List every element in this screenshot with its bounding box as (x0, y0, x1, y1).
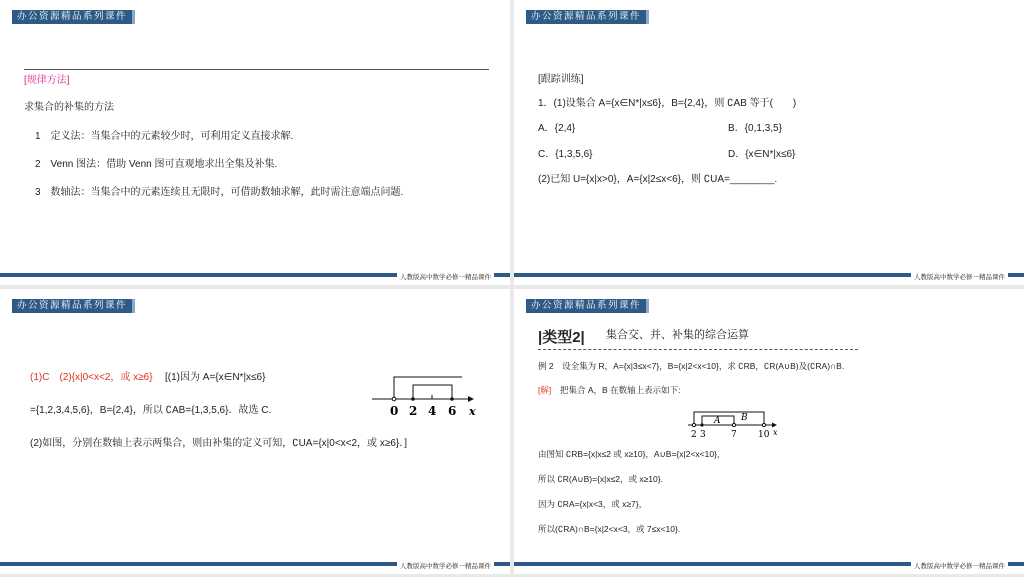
axis-label-x: x (469, 405, 476, 418)
header-tag: 办公资源精品系列课件 (12, 10, 135, 24)
question-2: (2)已知 U={x|x>0}，A={x|2≤x<6}，则 ∁UA=________. (538, 174, 778, 185)
example-2: 例 2 设全集为 R，A={x|3≤x<7}，B={x|2<x<10}，求 ∁RB，∁R(A∪B)及(∁RA)∩B. (538, 361, 845, 371)
set-label-b: B (741, 413, 748, 423)
option-d: D．{x∈N*|x≤6} (728, 149, 796, 160)
axis-label-2: 2 (691, 430, 697, 440)
axis-label-x: x (773, 428, 778, 437)
number-line-diagram (368, 371, 480, 421)
solution-line-4: 所以(∁RA)∩B={x|2<x<3，或 7≤x<10}. (538, 524, 681, 534)
axis-label-7: 7 (731, 430, 737, 440)
type-label: |类型2| (538, 329, 585, 346)
slide-1 (0, 0, 510, 285)
divider (24, 69, 489, 70)
solution-line-3: 因为 ∁RA={x|x<3，或 x≥7}， (538, 499, 648, 509)
slide-2 (514, 0, 1024, 285)
slide1-intro: 求集合的补集的方法 (24, 102, 114, 113)
option-c: C．{1,3,5,6} (538, 149, 593, 160)
axis-label-0: 0 (390, 404, 399, 418)
slide1-heading: [规律方法] (24, 75, 70, 86)
footer-text: 人教版高中数学必修一精品课件 (911, 273, 1008, 283)
option-a: A．{2,4} (538, 123, 576, 134)
method-item-3: 3 数轴法：当集合中的元素连续且无限时，可借助数轴求解，此时需注意端点问题. (35, 187, 404, 198)
question-1: 1．(1)设集合 A={x∈N*|x≤6}，B={2,4}，则 ∁AB 等于( ) (538, 98, 797, 109)
solution-line-1: 由图知 ∁RB={x|x≤2 或 x≥10}，A∪B={x|2<x<10}， (538, 449, 726, 459)
slide-4 (514, 289, 1024, 574)
axis-label-10: 10 (758, 430, 770, 440)
header-tag: 办公资源精品系列课件 (526, 299, 649, 313)
axis-label-6: 6 (448, 404, 457, 418)
solution-line-2: ={1,2,3,4,5,6}，B={2,4}，所以 ∁AB={1,3,5,6}．故选 C. (30, 405, 272, 416)
slide-3 (0, 289, 510, 574)
solution-line-2: 所以 ∁R(A∪B)={x|x≤2，或 x≥10}. (538, 474, 663, 484)
solution-line-3: (2)如图，分别在数轴上表示两集合，则由补集的定义可知，∁UA={x|0<x<2，或 x≥6}．] (30, 438, 408, 449)
header-tag: 办公资源精品系列课件 (12, 299, 135, 313)
solution-line-1: [(1)因为 A={x∈N*|x≤6} (165, 372, 266, 383)
footer-text: 人教版高中数学必修一精品课件 (911, 562, 1008, 572)
type-title: 集合交、并、补集的综合运算 (606, 329, 749, 341)
axis-label-4: 4 (428, 404, 437, 418)
axis-label-2: 2 (409, 404, 418, 418)
jie-label: [解] (538, 385, 552, 395)
axis-label-3: 3 (700, 430, 706, 440)
answer: (1)C (2){x|0<x<2，或 x≥6} (30, 372, 153, 383)
footer-text: 人教版高中数学必修一精品课件 (397, 562, 494, 572)
title-dash-line (538, 349, 858, 350)
method-item-2: 2 Venn 图法：借助 Venn 图可直观地求出全集及补集. (35, 159, 278, 170)
slide2-heading: [跟踪训练] (538, 74, 584, 85)
number-line-diagram-2 (686, 407, 781, 441)
header-tag: 办公资源精品系列课件 (526, 10, 649, 24)
option-b: B．{0,1,3,5} (728, 123, 782, 134)
method-item-1: 1 定义法：当集合中的元素较少时，可利用定义直接求解. (35, 131, 294, 142)
footer-text: 人教版高中数学必修一精品课件 (397, 273, 494, 283)
jie-text: 把集合 A，B 在数轴上表示如下: (560, 385, 681, 395)
set-label-a: A (714, 416, 721, 426)
